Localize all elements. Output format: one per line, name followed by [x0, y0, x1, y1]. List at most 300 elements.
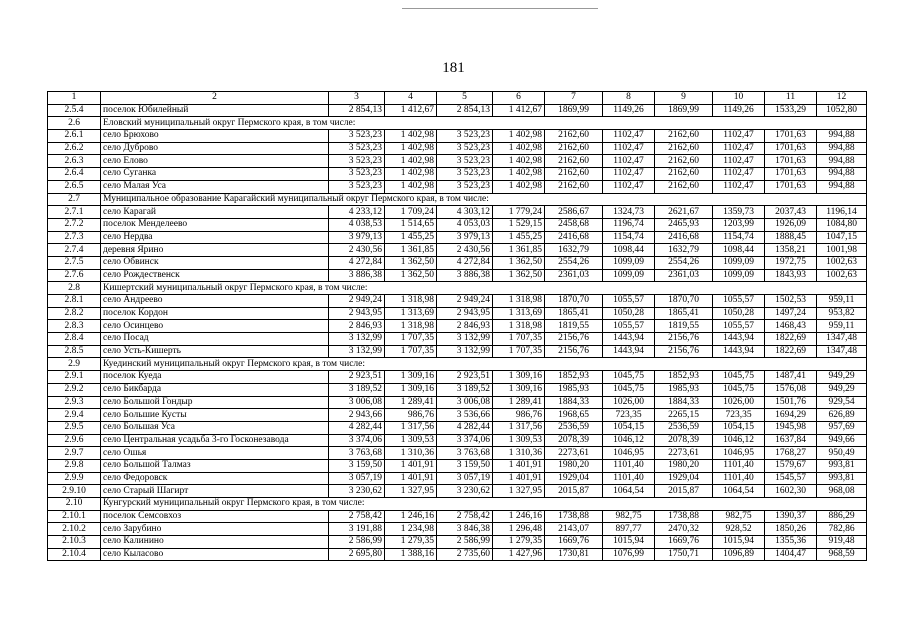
value-cell: 1822,69 [765, 345, 817, 358]
table-row [48, 180, 867, 193]
table-body [48, 104, 867, 561]
value-cell: 1084,80 [817, 218, 867, 231]
value-cell: 3 523,23 [329, 130, 385, 143]
value-cell: 2 854,13 [437, 104, 493, 117]
value-cell: 993,81 [817, 459, 867, 472]
value-cell: 3 523,23 [329, 155, 385, 168]
value-cell: 993,81 [817, 472, 867, 485]
value-cell: 3 006,08 [329, 396, 385, 409]
value-cell: 1443,94 [603, 345, 655, 358]
value-cell: 2 846,93 [437, 320, 493, 333]
value-cell: 2 846,93 [329, 320, 385, 333]
value-cell: 1 401,91 [493, 472, 545, 485]
value-cell: 1545,57 [765, 472, 817, 485]
value-cell: 2 943,95 [437, 307, 493, 320]
value-cell: 1972,75 [765, 256, 817, 269]
value-cell: 1443,94 [603, 333, 655, 346]
row-code: 2.7.6 [48, 269, 101, 282]
settlement-name: село Посад [101, 333, 329, 346]
value-cell: 1101,40 [713, 459, 765, 472]
tariff-table [47, 91, 867, 561]
value-cell: 2465,93 [655, 218, 713, 231]
section-title: Кунгурский муниципальный округ Пермского края, в том числе: [101, 498, 867, 511]
value-cell: 2 586,99 [437, 536, 493, 549]
value-cell: 4 038,53 [329, 218, 385, 231]
value-cell: 1 309,16 [493, 383, 545, 396]
table-row [48, 168, 867, 181]
column-header: 2 [101, 92, 329, 105]
section-title: Еловский муниципальный округ Пермского края, в том числе: [101, 117, 867, 130]
value-cell: 1 402,98 [493, 130, 545, 143]
value-cell: 1869,99 [545, 104, 603, 117]
value-cell: 3 189,52 [329, 383, 385, 396]
value-cell: 1 709,24 [385, 206, 437, 219]
value-cell: 1 318,98 [493, 320, 545, 333]
row-code: 2.9 [48, 358, 101, 371]
value-cell: 3 763,68 [329, 447, 385, 460]
value-cell: 1055,57 [603, 295, 655, 308]
row-code: 2.10.3 [48, 536, 101, 549]
settlement-name: поселок Куеда [101, 371, 329, 384]
value-cell: 1865,41 [545, 307, 603, 320]
settlement-name: село Бикбарда [101, 383, 329, 396]
row-code: 2.9.1 [48, 371, 101, 384]
value-cell: 1102,47 [603, 155, 655, 168]
value-cell: 1 246,16 [385, 510, 437, 523]
value-cell: 1054,15 [603, 421, 655, 434]
settlement-name: село Усть-Кишерть [101, 345, 329, 358]
settlement-name: село Федоровск [101, 472, 329, 485]
value-cell: 1 309,53 [385, 434, 437, 447]
value-cell: 1865,41 [655, 307, 713, 320]
row-code: 2.8.5 [48, 345, 101, 358]
value-cell: 1738,88 [545, 510, 603, 523]
row-code: 2.9.7 [48, 447, 101, 460]
value-cell: 1055,57 [713, 295, 765, 308]
value-cell: 1487,41 [765, 371, 817, 384]
value-cell: 1 402,98 [493, 168, 545, 181]
row-code: 2.9.6 [48, 434, 101, 447]
value-cell: 3 536,66 [437, 409, 493, 422]
value-cell: 919,48 [817, 536, 867, 549]
value-cell: 4 272,84 [437, 256, 493, 269]
top-rule [402, 8, 598, 9]
table-row [48, 269, 867, 282]
value-cell: 1101,40 [713, 472, 765, 485]
column-header: 1 [48, 92, 101, 105]
value-cell: 959,11 [817, 320, 867, 333]
value-cell: 2 758,42 [329, 510, 385, 523]
value-cell: 982,75 [713, 510, 765, 523]
row-code: 2.6.1 [48, 130, 101, 143]
value-cell: 3 159,50 [329, 459, 385, 472]
value-cell: 1 362,50 [385, 269, 437, 282]
table-row [48, 472, 867, 485]
value-cell: 1926,09 [765, 218, 817, 231]
row-code: 2.9.4 [48, 409, 101, 422]
section-row [48, 193, 867, 206]
row-code: 2.8.1 [48, 295, 101, 308]
value-cell: 3 132,99 [437, 333, 493, 346]
section-row [48, 498, 867, 511]
value-cell: 1 234,98 [385, 523, 437, 536]
value-cell: 2 735,60 [437, 548, 493, 561]
value-cell: 994,88 [817, 130, 867, 143]
settlement-name: село Большой Талмаз [101, 459, 329, 472]
table-row [48, 307, 867, 320]
value-cell: 3 132,99 [329, 333, 385, 346]
value-cell: 968,59 [817, 548, 867, 561]
column-header: 12 [817, 92, 867, 105]
value-cell: 1669,76 [655, 536, 713, 549]
value-cell: 1 289,41 [493, 396, 545, 409]
table-row [48, 548, 867, 561]
value-cell: 3 523,23 [329, 142, 385, 155]
table-row [48, 231, 867, 244]
value-cell: 1 313,69 [493, 307, 545, 320]
value-cell: 1869,99 [655, 104, 713, 117]
value-cell: 2162,60 [545, 155, 603, 168]
table-row [48, 536, 867, 549]
value-cell: 1358,21 [765, 244, 817, 257]
section-title: Муниципальное образование Карагайский муниципальный округ Пермского края, в том числе: [101, 193, 867, 206]
value-cell: 1102,47 [713, 130, 765, 143]
value-cell: 1076,99 [603, 548, 655, 561]
value-cell: 1738,88 [655, 510, 713, 523]
value-cell: 3 057,19 [437, 472, 493, 485]
value-cell: 1 412,67 [493, 104, 545, 117]
value-cell: 2416,68 [655, 231, 713, 244]
value-cell: 2 758,42 [437, 510, 493, 523]
settlement-name: село Ошья [101, 447, 329, 460]
value-cell: 1047,15 [817, 231, 867, 244]
table-row [48, 130, 867, 143]
table-row [48, 409, 867, 422]
value-cell: 986,76 [385, 409, 437, 422]
value-cell: 986,76 [493, 409, 545, 422]
value-cell: 2416,68 [545, 231, 603, 244]
value-cell: 1 327,95 [385, 485, 437, 498]
value-cell: 2 430,56 [437, 244, 493, 257]
value-cell: 4 282,44 [437, 421, 493, 434]
value-cell: 2586,67 [545, 206, 603, 219]
value-cell: 929,54 [817, 396, 867, 409]
value-cell: 1501,76 [765, 396, 817, 409]
value-cell: 3 374,06 [437, 434, 493, 447]
settlement-name: поселок Семсовхоз [101, 510, 329, 523]
settlement-name: поселок Менделеево [101, 218, 329, 231]
value-cell: 1154,74 [713, 231, 765, 244]
value-cell: 2361,03 [655, 269, 713, 282]
value-cell: 949,29 [817, 371, 867, 384]
value-cell: 1001,98 [817, 244, 867, 257]
settlement-name: село Кыласово [101, 548, 329, 561]
value-cell: 1 327,95 [493, 485, 545, 498]
table-row [48, 485, 867, 498]
row-code: 2.10.2 [48, 523, 101, 536]
table-row [48, 396, 867, 409]
settlement-name: село Рождественск [101, 269, 329, 282]
value-cell: 1 707,35 [385, 333, 437, 346]
value-cell: 2 586,99 [329, 536, 385, 549]
value-cell: 2265,15 [655, 409, 713, 422]
column-header: 9 [655, 92, 713, 105]
value-cell: 1750,71 [655, 548, 713, 561]
value-cell: 2156,76 [655, 345, 713, 358]
value-cell: 1701,63 [765, 180, 817, 193]
value-cell: 2 949,24 [437, 295, 493, 308]
value-cell: 1404,47 [765, 548, 817, 561]
settlement-name: деревня Ярино [101, 244, 329, 257]
value-cell: 782,86 [817, 523, 867, 536]
value-cell: 1 362,50 [385, 256, 437, 269]
value-cell: 1050,28 [603, 307, 655, 320]
value-cell: 1102,47 [713, 155, 765, 168]
value-cell: 1 402,98 [385, 168, 437, 181]
value-cell: 1 246,16 [493, 510, 545, 523]
table-row [48, 218, 867, 231]
row-code: 2.7.2 [48, 218, 101, 231]
value-cell: 4 272,84 [329, 256, 385, 269]
value-cell: 950,49 [817, 447, 867, 460]
column-header: 10 [713, 92, 765, 105]
value-cell: 1099,09 [603, 256, 655, 269]
settlement-name: село Брюхово [101, 130, 329, 143]
value-cell: 1822,69 [765, 333, 817, 346]
row-code: 2.7 [48, 193, 101, 206]
value-cell: 1102,47 [713, 180, 765, 193]
column-header: 11 [765, 92, 817, 105]
value-cell: 1980,20 [545, 459, 603, 472]
value-cell: 1 707,35 [385, 345, 437, 358]
section-title: Куединский муниципальный округ Пермского края, в том числе: [101, 358, 867, 371]
value-cell: 1 296,48 [493, 523, 545, 536]
table-row [48, 244, 867, 257]
value-cell: 994,88 [817, 142, 867, 155]
value-cell: 1443,94 [713, 333, 765, 346]
value-cell: 949,66 [817, 434, 867, 447]
value-cell: 1 779,24 [493, 206, 545, 219]
value-cell: 2162,60 [545, 168, 603, 181]
value-cell: 1045,75 [713, 383, 765, 396]
value-cell: 2273,61 [655, 447, 713, 460]
value-cell: 1701,63 [765, 142, 817, 155]
value-cell: 1052,80 [817, 104, 867, 117]
value-cell: 1203,99 [713, 218, 765, 231]
value-cell: 2554,26 [545, 256, 603, 269]
row-code: 2.10 [48, 498, 101, 511]
value-cell: 1 401,91 [385, 459, 437, 472]
settlement-name: село Нердва [101, 231, 329, 244]
value-cell: 2536,59 [655, 421, 713, 434]
value-cell: 3 230,62 [329, 485, 385, 498]
value-cell: 1 402,98 [493, 142, 545, 155]
page-number: 181 [442, 60, 465, 76]
value-cell: 1347,48 [817, 345, 867, 358]
value-cell: 2 430,56 [329, 244, 385, 257]
value-cell: 1852,93 [545, 371, 603, 384]
value-cell: 1054,15 [713, 421, 765, 434]
value-cell: 1 310,36 [493, 447, 545, 460]
value-cell: 1347,48 [817, 333, 867, 346]
value-cell: 1196,74 [603, 218, 655, 231]
value-cell: 2554,26 [655, 256, 713, 269]
row-code: 2.6.5 [48, 180, 101, 193]
value-cell: 2162,60 [655, 168, 713, 181]
column-header: 6 [493, 92, 545, 105]
value-cell: 1046,95 [713, 447, 765, 460]
value-cell: 2536,59 [545, 421, 603, 434]
value-cell: 1026,00 [603, 396, 655, 409]
value-cell: 1 388,16 [385, 548, 437, 561]
value-cell: 1026,00 [713, 396, 765, 409]
value-cell: 3 189,52 [437, 383, 493, 396]
value-cell: 1 313,69 [385, 307, 437, 320]
value-cell: 1602,30 [765, 485, 817, 498]
value-cell: 3 886,38 [329, 269, 385, 282]
value-cell: 2162,60 [655, 142, 713, 155]
value-cell: 1819,55 [545, 320, 603, 333]
row-code: 2.10.4 [48, 548, 101, 561]
value-cell: 3 523,23 [329, 168, 385, 181]
value-cell: 897,77 [603, 523, 655, 536]
value-cell: 1 412,67 [385, 104, 437, 117]
section-row [48, 358, 867, 371]
value-cell: 886,29 [817, 510, 867, 523]
value-cell: 1099,09 [713, 269, 765, 282]
value-cell: 1055,57 [603, 320, 655, 333]
value-cell: 1046,12 [603, 434, 655, 447]
value-cell: 1985,93 [655, 383, 713, 396]
value-cell: 1843,93 [765, 269, 817, 282]
value-cell: 994,88 [817, 155, 867, 168]
value-cell: 1929,04 [655, 472, 713, 485]
value-cell: 1 361,85 [385, 244, 437, 257]
value-cell: 1 362,50 [493, 269, 545, 282]
table-row [48, 333, 867, 346]
value-cell: 3 523,23 [437, 168, 493, 181]
row-code: 2.7.5 [48, 256, 101, 269]
value-cell: 1 309,16 [385, 383, 437, 396]
settlement-name: село Малая Уса [101, 180, 329, 193]
value-cell: 1850,26 [765, 523, 817, 536]
value-cell: 4 053,03 [437, 218, 493, 231]
column-header: 5 [437, 92, 493, 105]
value-cell: 3 763,68 [437, 447, 493, 460]
value-cell: 2 695,80 [329, 548, 385, 561]
value-cell: 2156,76 [545, 333, 603, 346]
row-code: 2.8 [48, 282, 101, 295]
value-cell: 2621,67 [655, 206, 713, 219]
value-cell: 2 943,66 [329, 409, 385, 422]
table-row [48, 523, 867, 536]
value-cell: 1045,75 [603, 371, 655, 384]
value-cell: 2361,03 [545, 269, 603, 282]
value-cell: 1701,63 [765, 130, 817, 143]
settlement-name: село Калинино [101, 536, 329, 549]
row-code: 2.6.2 [48, 142, 101, 155]
value-cell: 2156,76 [655, 333, 713, 346]
value-cell: 1576,08 [765, 383, 817, 396]
value-cell: 4 303,12 [437, 206, 493, 219]
value-cell: 2162,60 [545, 142, 603, 155]
value-cell: 1579,67 [765, 459, 817, 472]
value-cell: 2037,43 [765, 206, 817, 219]
value-cell: 2 923,51 [329, 371, 385, 384]
row-code: 2.9.5 [48, 421, 101, 434]
settlement-name: село Елово [101, 155, 329, 168]
value-cell: 1 514,65 [385, 218, 437, 231]
settlement-name: поселок Юбилейный [101, 104, 329, 117]
value-cell: 1064,54 [603, 485, 655, 498]
row-code: 2.9.8 [48, 459, 101, 472]
section-title: Кишертский муниципальный округ Пермского края, в том числе: [101, 282, 867, 295]
value-cell: 959,11 [817, 295, 867, 308]
value-cell: 1 362,50 [493, 256, 545, 269]
value-cell: 1050,28 [713, 307, 765, 320]
value-cell: 3 846,38 [437, 523, 493, 536]
row-code: 2.7.4 [48, 244, 101, 257]
value-cell: 1055,57 [713, 320, 765, 333]
value-cell: 928,52 [713, 523, 765, 536]
table-row [48, 256, 867, 269]
row-code: 2.9.10 [48, 485, 101, 498]
value-cell: 2470,32 [655, 523, 713, 536]
row-code: 2.8.3 [48, 320, 101, 333]
section-row [48, 117, 867, 130]
value-cell: 1694,29 [765, 409, 817, 422]
table-row [48, 206, 867, 219]
value-cell: 994,88 [817, 168, 867, 181]
row-code: 2.6.4 [48, 168, 101, 181]
value-cell: 1 707,35 [493, 345, 545, 358]
value-cell: 1980,20 [655, 459, 713, 472]
value-cell: 723,35 [603, 409, 655, 422]
value-cell: 1701,63 [765, 168, 817, 181]
value-cell: 3 886,38 [437, 269, 493, 282]
row-code: 2.6.3 [48, 155, 101, 168]
value-cell: 957,69 [817, 421, 867, 434]
value-cell: 1 707,35 [493, 333, 545, 346]
value-cell: 1015,94 [713, 536, 765, 549]
value-cell: 1870,70 [655, 295, 713, 308]
value-cell: 1015,94 [603, 536, 655, 549]
value-cell: 1701,63 [765, 155, 817, 168]
value-cell: 1985,93 [545, 383, 603, 396]
row-code: 2.9.2 [48, 383, 101, 396]
table-header-row [48, 92, 867, 105]
row-code: 2.8.2 [48, 307, 101, 320]
value-cell: 4 233,12 [329, 206, 385, 219]
value-cell: 1 309,53 [493, 434, 545, 447]
value-cell: 2162,60 [545, 130, 603, 143]
table-row [48, 421, 867, 434]
value-cell: 4 282,44 [329, 421, 385, 434]
value-cell: 1 402,98 [493, 180, 545, 193]
value-cell: 1 279,35 [493, 536, 545, 549]
table-row [48, 320, 867, 333]
value-cell: 1 309,16 [385, 371, 437, 384]
row-code: 2.8.4 [48, 333, 101, 346]
value-cell: 3 191,88 [329, 523, 385, 536]
value-cell: 1002,63 [817, 256, 867, 269]
table-row [48, 447, 867, 460]
settlement-name: село Зарубино [101, 523, 329, 536]
value-cell: 3 523,23 [437, 142, 493, 155]
value-cell: 3 979,13 [329, 231, 385, 244]
value-cell: 1730,81 [545, 548, 603, 561]
settlement-name: село Центральная усадьба 3-го Госконезавода [101, 434, 329, 447]
